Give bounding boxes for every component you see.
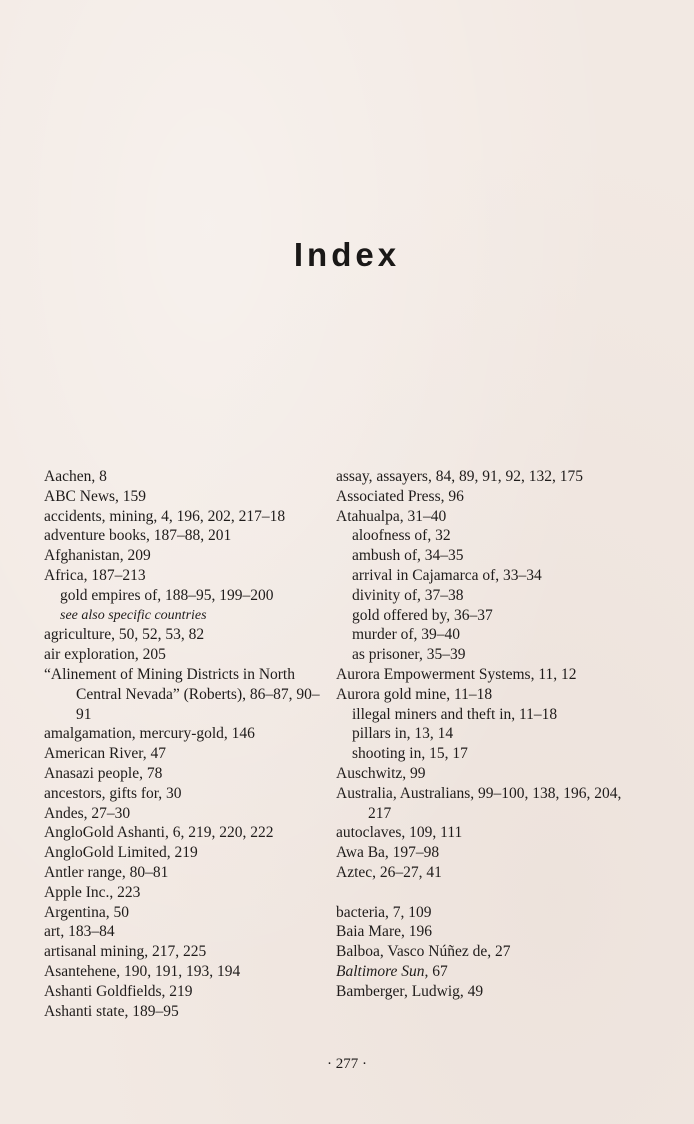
index-entry: ancestors, gifts for, 30 (44, 784, 182, 802)
index-entry: Antler range, 80–81 (44, 863, 169, 881)
index-entry: AngloGold Ashanti, 6, 219, 220, 222 (44, 824, 274, 842)
index-entry: Atahualpa, 31–40 (336, 507, 447, 525)
index-entry: autoclaves, 109, 111 (336, 824, 463, 842)
index-entry: Ashanti state, 189–95 (44, 1002, 179, 1020)
index-entry: art, 183–84 (44, 923, 115, 941)
index-entry: Australia, Australians, 99–100, 138, 196, 204, 217 (336, 784, 622, 822)
index-entry: Asantehene, 190, 191, 193, 194 (44, 962, 241, 980)
index-subentry: aloofness of, 32 (352, 527, 451, 545)
index-entry: air exploration, 205 (44, 646, 166, 664)
index-entry: Baia Mare, 196 (336, 923, 432, 941)
index-entry: Anasazi people, 78 (44, 764, 163, 782)
index-column-right (336, 467, 636, 1002)
index-entry: “Alinement of Mining Districts in North Central Nevada” (Roberts), 86–87, 90–91 (44, 665, 320, 723)
index-entry: ABC News, 159 (44, 487, 147, 505)
index-entry: amalgamation, mercury-gold, 146 (44, 725, 255, 743)
index-subentry: murder of, 39–40 (352, 626, 461, 644)
index-entry: Awa Ba, 197–98 (336, 844, 440, 862)
index-subentry: shooting in, 15, 17 (352, 745, 468, 763)
index-subentry: arrival in Cajamarca of, 33–34 (352, 566, 542, 584)
index-subentry: ambush of, 34–35 (352, 547, 464, 565)
index-subentry: gold empires of, 188–95, 199–200 (60, 586, 274, 604)
index-subentry: see also specific countries (60, 607, 207, 623)
index-entry: AngloGold Limited, 219 (44, 844, 198, 862)
index-subentry: divinity of, 37–38 (352, 586, 464, 604)
index-subentry: gold offered by, 36–37 (352, 606, 493, 624)
index-entry: Ashanti Goldfields, 219 (44, 982, 193, 1000)
index-letter-gap (336, 883, 636, 903)
index-entry: agriculture, 50, 52, 53, 82 (44, 626, 205, 644)
index-entry: Apple Inc., 223 (44, 883, 141, 901)
index-entry: Aurora Empowerment Systems, 11, 12 (336, 665, 577, 683)
index-entry: Balboa, Vasco Núñez de, 27 (336, 943, 511, 961)
index-entry: artisanal mining, 217, 225 (44, 943, 207, 961)
index-subentry: pillars in, 13, 14 (352, 725, 454, 743)
index-entry: bacteria, 7, 109 (336, 903, 432, 921)
index-entry: Afghanistan, 209 (44, 547, 151, 565)
index-entry: Argentina, 50 (44, 903, 129, 921)
index-entry: assay, assayers, 84, 89, 91, 92, 132, 175 (336, 468, 583, 485)
index-column-left (44, 467, 324, 1021)
index-entry: Aachen, 8 (44, 468, 107, 485)
index-subentry: as prisoner, 35–39 (352, 646, 466, 664)
index-subentry: illegal miners and theft in, 11–18 (352, 705, 558, 723)
index-entry: Associated Press, 96 (336, 487, 464, 505)
index-entry: Andes, 27–30 (44, 804, 131, 822)
index-entry: accidents, mining, 4, 196, 202, 217–18 (44, 507, 286, 525)
page-number: · 277 · (327, 1056, 367, 1072)
page-title: Index (293, 236, 401, 273)
index-entry: American River, 47 (44, 745, 167, 763)
index-entry: adventure books, 187–88, 201 (44, 527, 232, 545)
index-entry: Aztec, 26–27, 41 (336, 863, 442, 881)
index-entry: Africa, 187–213 (44, 566, 146, 584)
index-entry: Bamberger, Ludwig, 49 (336, 982, 484, 1000)
index-entry: Auschwitz, 99 (336, 764, 426, 782)
index-entry: Aurora gold mine, 11–18 (336, 685, 493, 703)
index-entry: Baltimore Sun, 67 (336, 962, 448, 980)
